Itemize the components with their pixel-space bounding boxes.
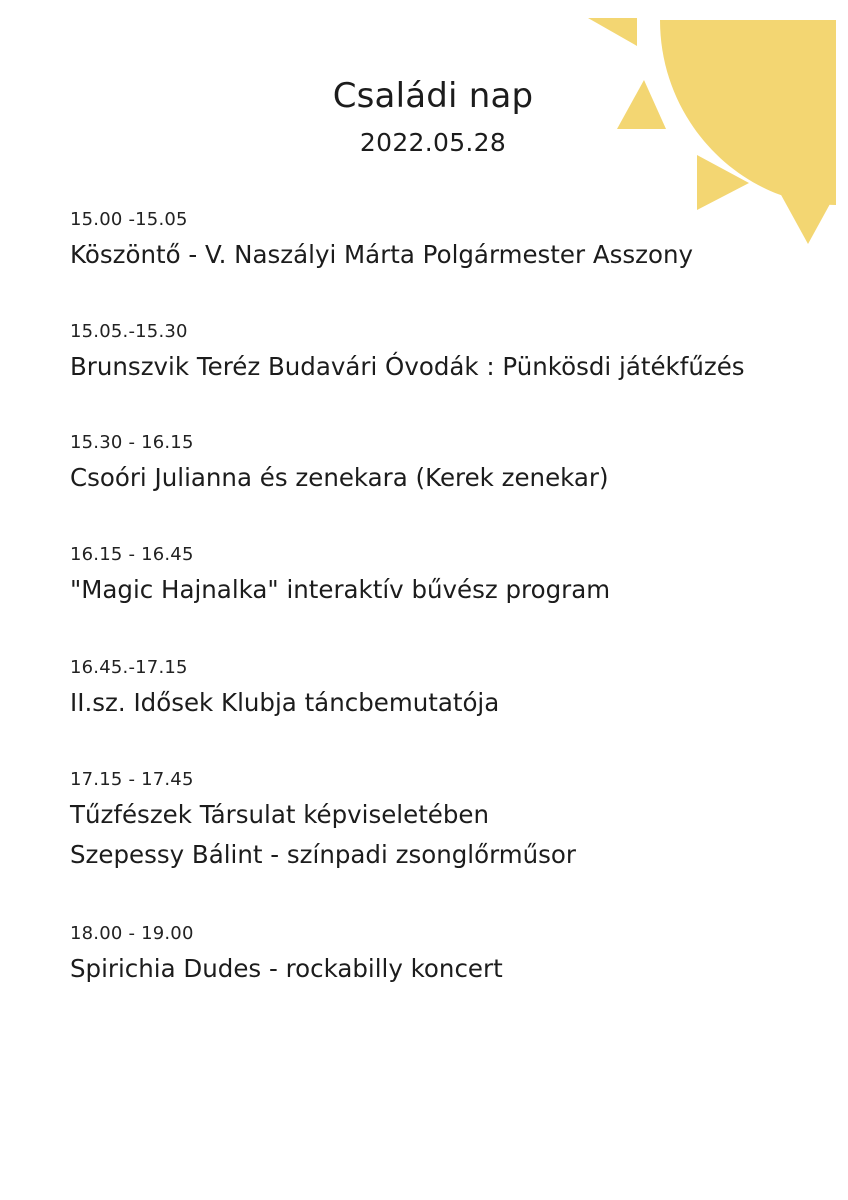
program-description: Brunszvik Teréz Budavári Óvodák : Pünkösdi játékfűzés (70, 352, 745, 381)
program-description: II.sz. Idősek Klubja táncbemutatója (70, 688, 500, 717)
program-description: "Magic Hajnalka" interaktív bűvész program (70, 575, 611, 604)
program-item (70, 320, 810, 386)
event-date: 2022.05.28 (359, 128, 507, 157)
program-time: 16.15 - 16.45 (70, 544, 194, 565)
program-item (70, 208, 810, 274)
page-title: Családi nap (332, 76, 534, 116)
program-description: Tűzfészek Társulat képviseletében (70, 800, 490, 829)
sun-ray-top (588, 18, 637, 46)
program-description-line-2: Szepessy Bálint - színpadi zsonglőrműsor (70, 840, 576, 869)
program-description: Csoóri Julianna és zenekara (Kerek zenekar) (70, 463, 609, 492)
program-time: 15.30 - 16.15 (70, 432, 194, 453)
program-item (70, 922, 810, 988)
program-description: Köszöntő - V. Naszályi Márta Polgármester Asszony (70, 240, 693, 269)
program-item (70, 431, 810, 497)
program-item (70, 656, 810, 722)
program-description: Spirichia Dudes - rockabilly koncert (70, 954, 503, 983)
program-time: 17.15 - 17.45 (70, 769, 194, 790)
program-time: 18.00 - 19.00 (70, 923, 194, 944)
program-time: 15.05.-15.30 (70, 321, 188, 342)
program-time: 16.45.-17.15 (70, 657, 188, 678)
program-time: 15.00 -15.05 (70, 209, 188, 230)
sun-ray-lower-left (697, 155, 749, 210)
program-item (70, 768, 810, 874)
program-item (70, 543, 810, 609)
